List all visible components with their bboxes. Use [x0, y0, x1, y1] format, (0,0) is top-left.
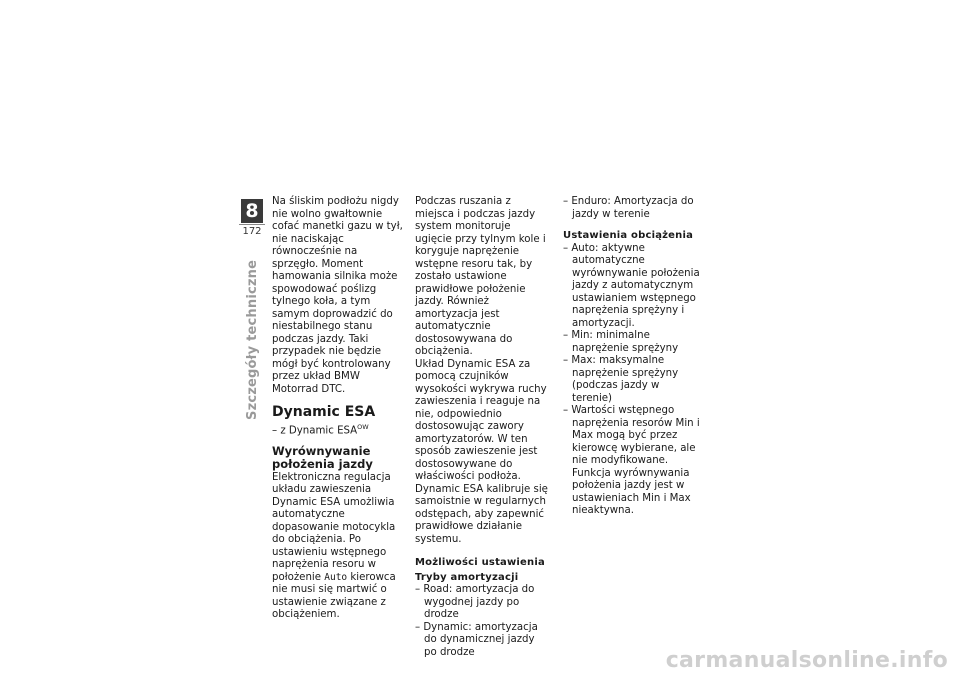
load-settings-heading: Ustawienia obciążenia — [563, 230, 694, 241]
text-column-1 — [272, 196, 406, 622]
damping-mode-road: – Road: amortyzacja do wygodnej jazdy po drodze — [415, 584, 535, 620]
load-item-min: – Min: minimalne naprężenie sprężyny — [563, 330, 679, 354]
damping-mode-dynamic: – Dynamic: amortyzacja do dynamicznej jazdy po drodze — [415, 621, 538, 658]
dynamic-esa-heading: Dynamic ESA — [272, 404, 376, 420]
chapter-number-badge: 8 — [241, 199, 263, 223]
levelling-paragraph — [272, 472, 406, 622]
page-number: 172 — [239, 224, 265, 237]
damping-mode-enduro: – Enduro: Amortyzacja do jazdy w terenie — [563, 196, 694, 220]
text-column-2 — [415, 196, 550, 659]
auto-setting-label: Auto — [324, 571, 348, 583]
start-paragraph: Podczas ruszania z miejsca i podczas jazdy system monitoruje ugięcie przy tylnym kole i koryguje naprężenie wstępne resoru tak, by zostało ustawione prawidłowe położenie jazdy. Również amortyzacja jest automatycznie dostosowywana do obciążenia. — [415, 196, 546, 357]
levelling-text-before: Elektroniczna regulacja układu zawieszenia Dynamic ESA umożliwia automatyczne dopasowanie motocykla do obciążenia. Po ustawieniu wstępnego naprężenia resoru w położenie — [272, 471, 396, 583]
dynamic-esa-note-text: – z Dynamic ESA — [272, 425, 358, 437]
watermark: carmanualsonline.info — [665, 648, 948, 673]
load-item-auto: – Auto: aktywne automatyczne wyrównywanie położenia jazdy z automatycznym ustawianiem wstępnego naprężenia sprężyny i amortyzacji. — [563, 242, 700, 329]
options-heading: Możliwości ustawienia — [415, 557, 545, 568]
section-title-vertical: Szczegóły techniczne — [245, 259, 260, 420]
text-column-3 — [563, 196, 701, 518]
dynamic-esa-note — [272, 421, 406, 438]
levelling-heading: Wyrównywanie położenia jazdy — [272, 443, 373, 471]
damping-heading: Tryby amortyzacji — [415, 571, 519, 583]
option-code-sup: OW — [357, 423, 369, 431]
load-item-max: – Max: maksymalne naprężenie sprężyny (podczas jazdy w terenie) — [563, 355, 679, 404]
load-item-preload-note: – Wartości wstępnego naprężenia resorów Min i Max mogą być przez kierowcę wybierane, ale nie modyfikowane. Funkcja wyrównywania położenia jazdy jest w ustawieniach Min i Max nieaktywna. — [563, 405, 700, 516]
intro-paragraph: Na śliskim podłożu nigdy nie wolno gwałtownie cofać manetki gazu w tył, nie naciskając równocześnie na sprzęgło. Moment hamowania silnika może spowodować poślizg tylnego koła, a tym samym doprowadzić do niestabilnego stanu podczas jazdy. Taki przypadek nie będzie mógł być kontrolowany przez układ BMW Motorrad DTC. — [272, 196, 403, 395]
sensor-paragraph: Układ Dynamic ESA za pomocą czujników wysokości wykrywa ruchy zawieszenia i reaguje na nie, odpowiednio dostosowując zawory amortyzatorów. W ten sposób zawieszenie jest dostosowywane do właściwości podłoża. Dynamic ESA kalibruje się samoistnie w regularnych odstępach, aby zapewnić prawidłowe działanie systemu. — [415, 358, 548, 545]
levelling-text-after: kierowca nie musi się martwić o ustawienie związane z obciążeniem. — [272, 571, 396, 621]
